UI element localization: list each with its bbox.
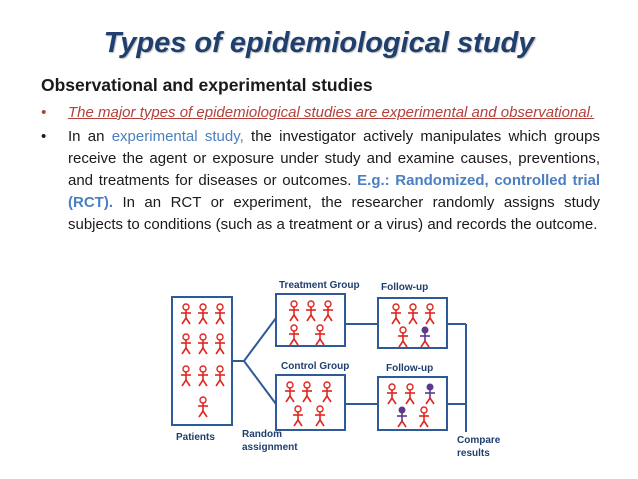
treatment-group-label: Treatment Group [279, 280, 360, 291]
bullet-dot-icon: • [41, 104, 47, 121]
bullet-text-part: the investigator actively manipulates which groups receive the agent or exposure under study and examine causes, preventions, and treatments for diseases or outcomes. [68, 128, 600, 189]
compare-results-label-1: Compare [457, 435, 501, 446]
random-assignment-label-1: Random [242, 429, 282, 440]
bullet-text-part: In an RCT or experiment, the researcher randomly assigns study subjects to conditions (such as a treatment or a virus) and records the outcome. [68, 194, 600, 233]
treatment-group-box [276, 294, 345, 346]
rct-example: E.g.: Randomized, controlled trial (RCT). [68, 172, 600, 211]
bullet-text: The major types of epidemiological studies are experimental and observational. [68, 104, 595, 121]
follow-up-label-2: Follow-up [386, 363, 434, 374]
control-group-label: Control Group [281, 361, 350, 372]
control-group-box [276, 375, 345, 430]
connector-lines [232, 318, 466, 432]
random-assignment-label-2: assignment [242, 442, 298, 453]
bullet-text-part: In an [68, 128, 112, 145]
patients-label: Patients [176, 432, 215, 443]
follow-up-label-1: Follow-up [381, 282, 429, 293]
experimental-study-term: experimental study, [111, 128, 244, 145]
slide-subtitle: Observational and experimental studies [41, 75, 373, 95]
follow-up-box-1 [378, 298, 447, 348]
compare-results-label-2: results [457, 448, 490, 459]
slide-title: Types of epidemiological study [103, 27, 535, 59]
bullet-dot-icon: • [41, 128, 47, 145]
